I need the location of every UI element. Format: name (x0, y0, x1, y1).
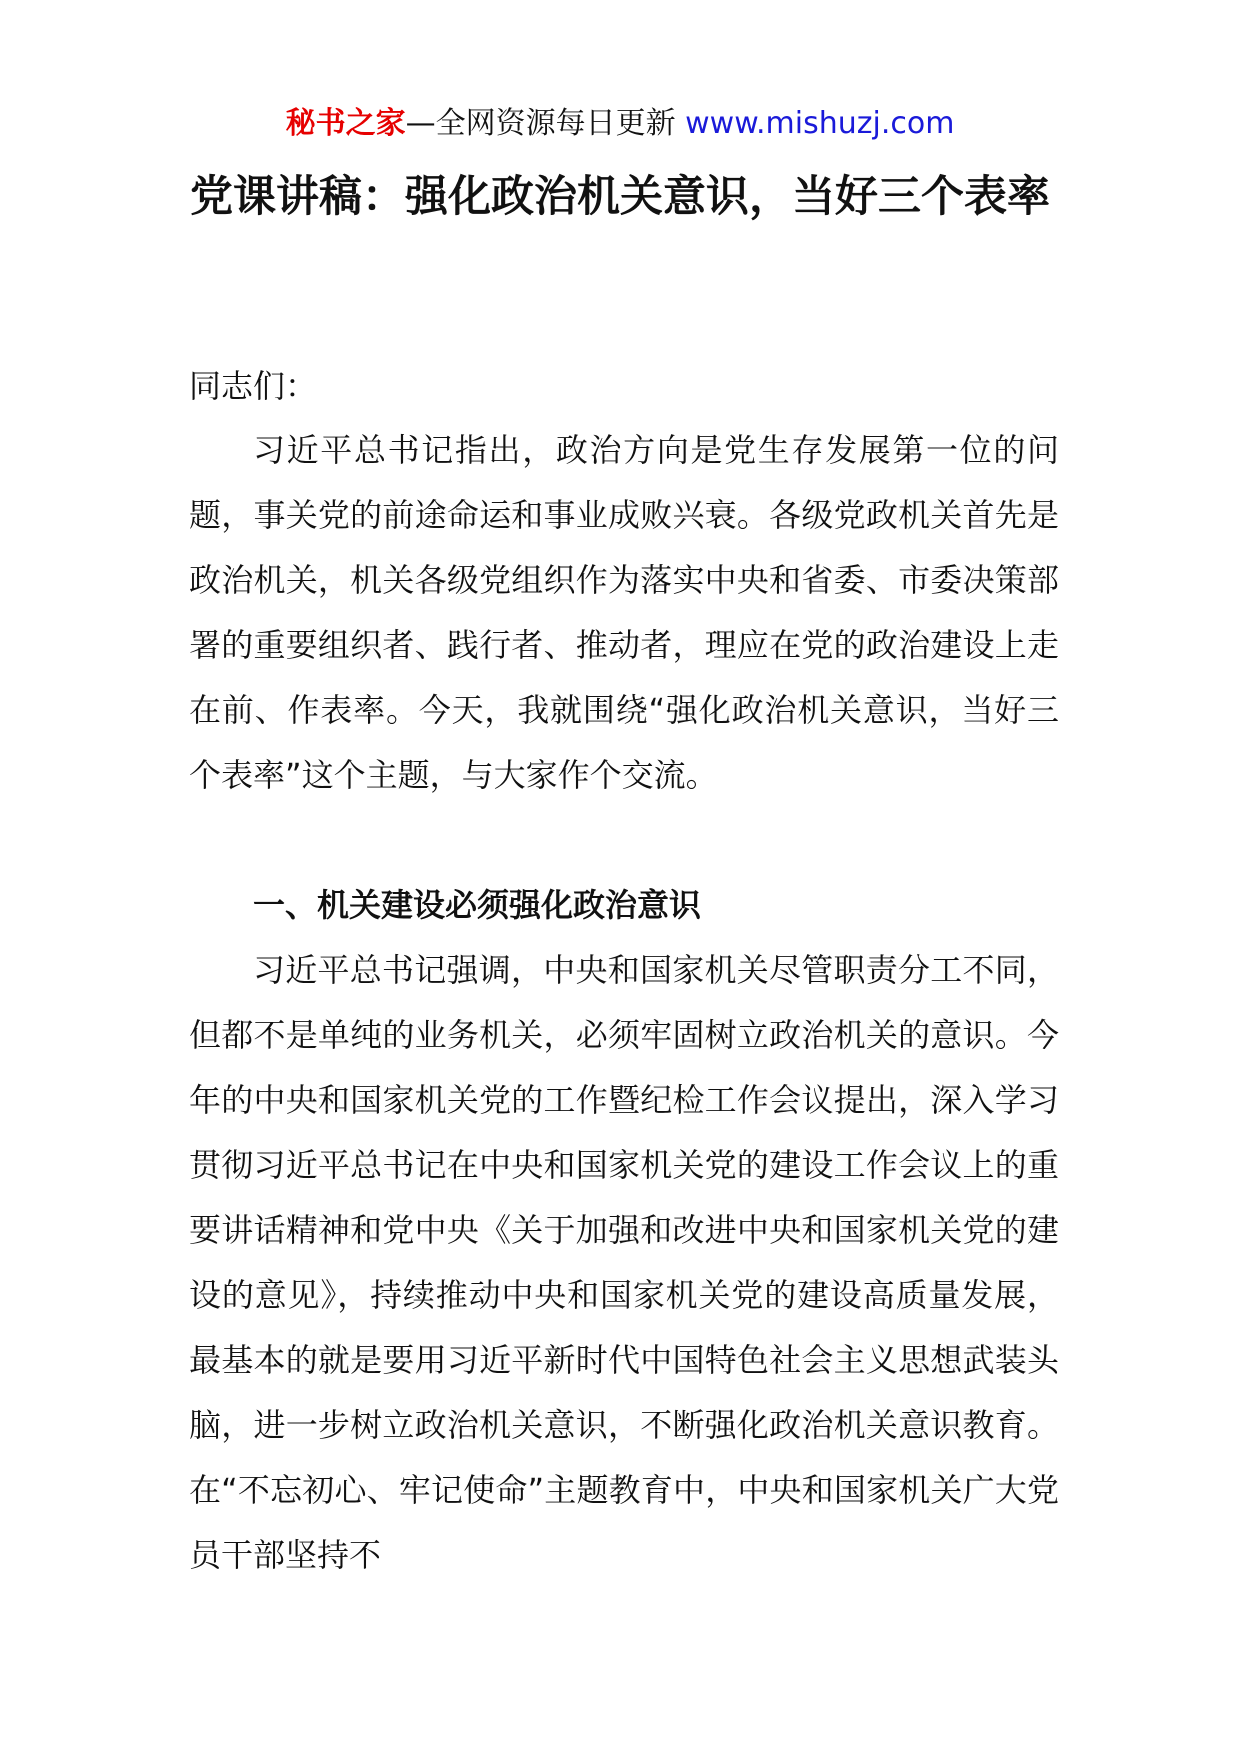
paragraph: 习近平总书记强调，中央和国家机关尽管职责分工不同，但都不是单纯的业务机关，必须牢固树立政治机关的意识。今年的中央和国家机关党的工作暨纪检工作会议提出，深入学习贯彻习近平总书记在中央和国家机关党的建设工作会议上的重要讲话精神和党中央《关于加强和改进中央和国家机关党的建设的意见》，持续推动中央和国家机关党的建设高质量发展，最基本的就是要用习近平新时代中国特色社会主义思想武装头脑，进一步树立政治机关意识，不断强化政治机关意识教育。在“不忘初心、牢记使命”主题教育中，中央和国家机关广大党员干部坚持不 (189, 951, 1059, 1574)
paragraph: 习近平总书记指出，政治方向是党生存发展第一位的问题，事关党的前途命运和事业成败兴衰。各级党政机关首先是政治机关，机关各级党组织作为落实中央和省委、市委决策部署的重要组织者、践行者、推动者，理应在党的政治建设上走在前、作表率。今天，我就围绕“强化政治机关意识，当好三个表率”这个主题，与大家作个交流。 (189, 431, 1059, 794)
site-name: 秘书之家 (285, 106, 406, 141)
document-title: 党课讲稿：强化政治机关意识，当好三个表率 (190, 172, 1050, 222)
site-url-link[interactable]: www.mishuzj.com (685, 106, 955, 141)
section-heading: 一、机关建设必须强化政治意识 (253, 886, 702, 924)
site-header (0, 102, 1240, 146)
site-tagline: —全网资源每日更新 (405, 106, 686, 141)
salutation: 同志们： (189, 367, 318, 405)
